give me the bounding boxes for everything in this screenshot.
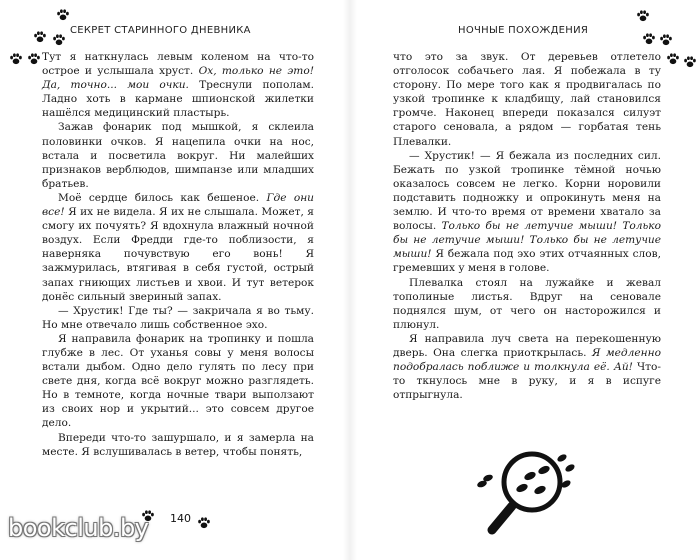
italic-text: Где они все! — [42, 191, 314, 219]
paw-print-icon — [642, 32, 656, 46]
paw-print-icon — [636, 9, 650, 23]
text-run: Впереди что-то зашуршало, и я замерла на месте. Я вслушивалась в ветер, чтобы понять, — [42, 431, 314, 458]
left-running-head: СЕКРЕТ СТАРИННОГО ДНЕВНИКА — [70, 25, 251, 36]
text-run: Что-то ткнулось мне в руку, и я в испуге отпрыгнула. — [393, 361, 661, 402]
right-page-text — [393, 50, 661, 402]
text-run: что это за звук. От деревьев отлетело отголосок собачьего лая. Я побежала в ту сторону. По мере того как я продвигалась по узкой тропинке к кладбищу, лай становился громче. Наконец впереди показался силуэт старого сеновала, а рядом — горбатая тень Плевалки. — [393, 51, 661, 148]
text-run: Треснули пополам. Ладно хоть в кармане шпионской жилетки нашёлся медицинский пластырь. — [42, 79, 314, 120]
text-run: Я бежала под эхо этих отчаянных слов, гремевших у меня в голове. — [393, 248, 661, 275]
text-run: Плевалка стоял на лужайке и жевал тополиные листья. Вдруг на сеновале поднялся шум, от чего он насторожился и плюнул. — [393, 276, 661, 331]
paw-print-icon — [659, 33, 673, 47]
paw-print-icon — [9, 52, 23, 66]
text-run: Зажав фонарик под мышкой, я склеила половинки очков. Я нацепила очки на нос, встала и посветила вокруг. Ни малейших признаков верблюдов, шимпанзе или младших братьев. — [42, 121, 314, 190]
text-run: — Хрустик! Где ты? — закричала я во тьму. Но мне отвечало лишь собственное эхо. — [42, 304, 314, 331]
page-number: 140 — [170, 512, 191, 525]
paw-print-icon — [683, 55, 697, 69]
text-run: Тут я наткнулась левым коленом на что-то острое и услышала хруст. — [42, 51, 314, 78]
paw-print-icon — [27, 52, 41, 66]
magnifier-footprints-icon — [470, 440, 580, 540]
text-run: Я направила фонарик на тропинку и пошла глубже в лес. От уханья совы у меня волосы встали дыбом. Одно дело гулять по лесу при свете дня, когда всё вокруг можно разглядеть. Но в темноте, когда ночные твари выползают из своих нор и укрытий... это совсем другое дело. — [42, 332, 314, 430]
italic-text: Только бы не летучие мыши! Только бы не летучие мыши! Только бы не летучие мыши! — [393, 220, 661, 261]
paragraph — [42, 191, 314, 304]
paragraph — [42, 120, 314, 190]
paragraph — [42, 50, 314, 120]
watermark: bookclub.by — [8, 514, 149, 542]
paragraph — [393, 149, 661, 276]
paw-print-icon — [666, 52, 680, 66]
paw-print-icon — [52, 33, 66, 47]
text-run: — Хрустик! — Я бежала из последних сил. Бежать по узкой тропинке тёмной ночью оказалось совсем не легко. Корни норовили подставить подножку и опрокинуть меня на землю. И что-то время от времени хватало за волосы. — [393, 149, 661, 233]
paragraph — [393, 276, 661, 332]
paragraph — [393, 332, 661, 402]
text-run: Я их не видела. Я их не слышала. Может, я смогу их почуять? Я вдохнула влажный ночной воздух. Если Фредди где-то поблизости, я наверняка почувствую его вонь! Я зажмурилась, втягивая в себя густой, острый запах гниющих листьев и хвои. И тут ветерок донёс сильный звериный запах. — [42, 206, 314, 303]
paw-print-icon — [33, 30, 47, 44]
text-run: Я направила луч света на перекошенную дверь. Она слегка приоткрылась. — [393, 332, 661, 359]
right-running-head: НОЧНЫЕ ПОХОЖДЕНИЯ — [458, 25, 589, 36]
right-page — [350, 0, 700, 560]
paragraph — [42, 304, 314, 332]
paw-print-icon — [56, 8, 70, 22]
paragraph — [393, 50, 661, 149]
italic-text: Я медленно подобралась поближе и толкнула её. Ай! — [393, 346, 661, 374]
paragraph — [42, 431, 314, 459]
paragraph — [42, 332, 314, 431]
paw-print-icon — [197, 516, 211, 530]
text-run: Моё сердце билось как бешеное. — [58, 191, 267, 204]
italic-text: Ох, только не это! Да, точно... мои очки. — [42, 65, 314, 92]
left-page-text — [42, 50, 314, 459]
